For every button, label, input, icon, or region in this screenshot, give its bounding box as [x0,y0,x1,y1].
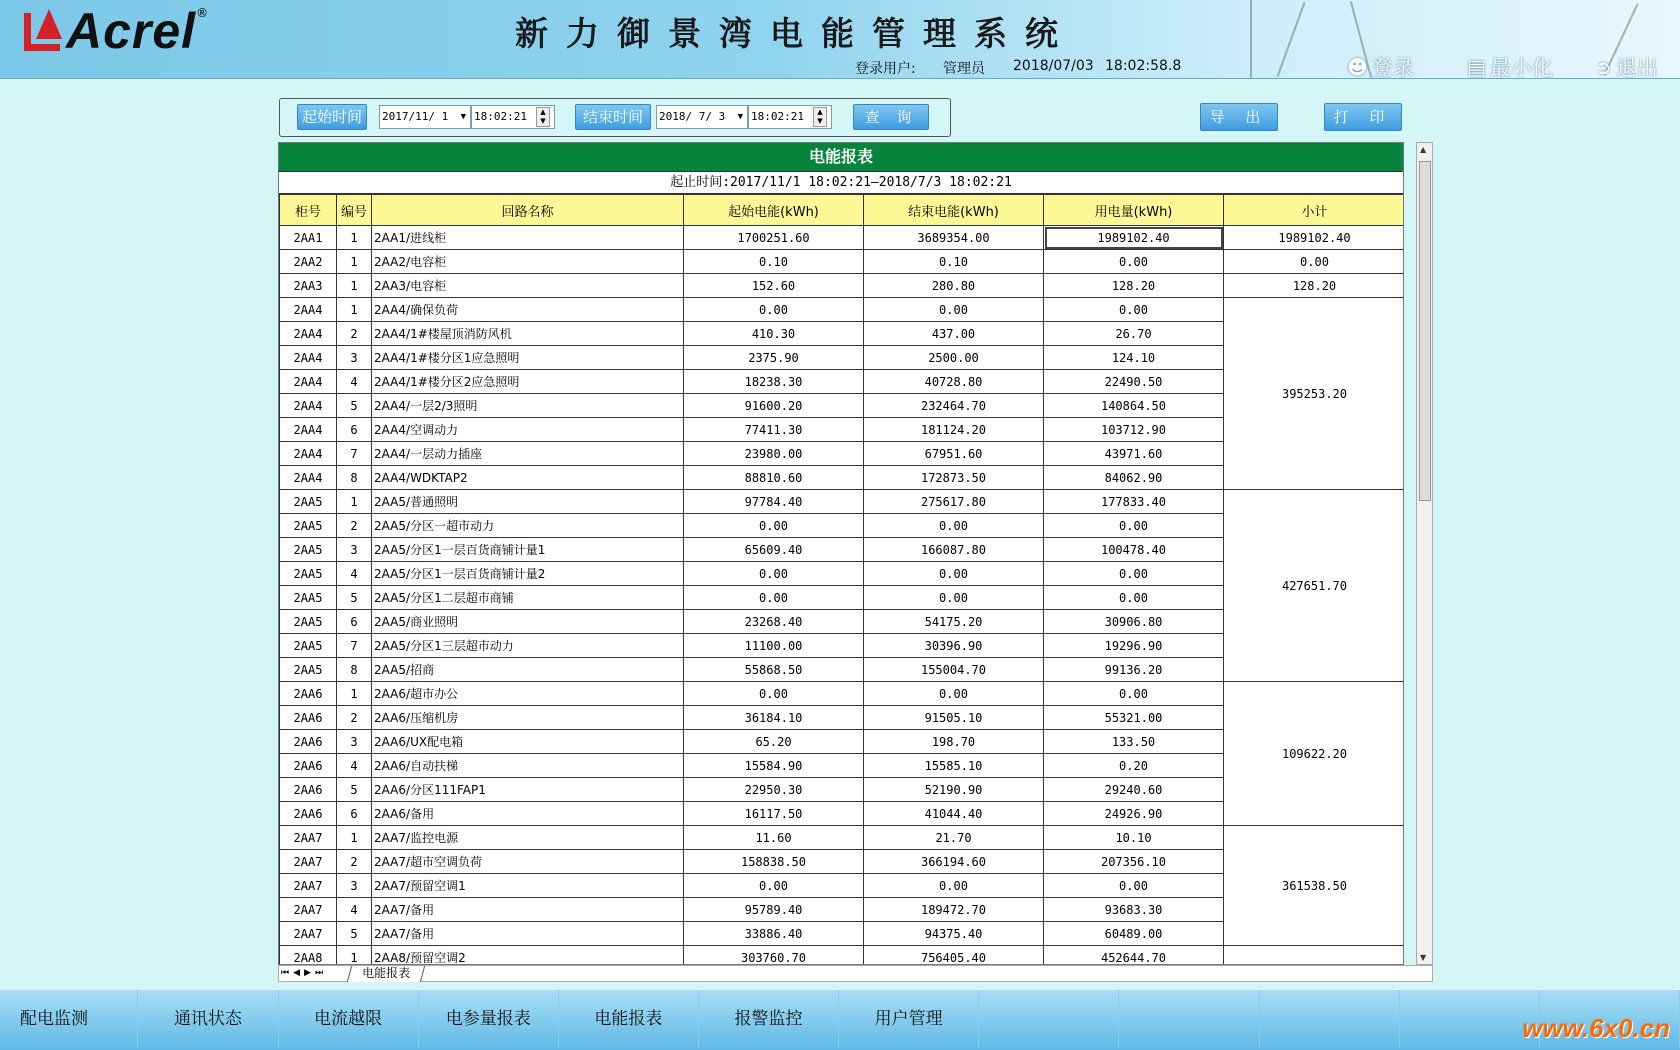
table-cell[interactable]: 7 [337,442,372,466]
nav-item[interactable]: 用户管理 [839,990,979,1048]
table-cell[interactable]: 3 [337,346,372,370]
table-cell[interactable]: 133.50 [1044,730,1224,754]
exit-icon: ➲ [1595,55,1612,79]
table-row[interactable] [280,826,1405,850]
table-cell[interactable]: 2AA8/预留空调2 [372,946,684,966]
nav-item[interactable]: 电参量报表 [419,990,559,1048]
table-cell[interactable]: 1 [337,250,372,274]
table-cell[interactable]: 22490.50 [1044,370,1224,394]
subtotal-cell[interactable]: 128.20 [1224,274,1405,298]
table-cell[interactable]: 84062.90 [1044,466,1224,490]
table-cell[interactable]: 67951.60 [864,442,1044,466]
table-cell[interactable]: 2AA4/1#楼分区2应急照明 [372,370,684,394]
table-cell[interactable]: 91600.20 [684,394,864,418]
table-cell[interactable]: 0.00 [864,514,1044,538]
table-cell[interactable]: 2AA5/商业照明 [372,610,684,634]
table-cell[interactable]: 55868.50 [684,658,864,682]
table-cell[interactable]: 8 [337,466,372,490]
table-cell[interactable]: 275617.80 [864,490,1044,514]
table-cell[interactable]: 0.00 [684,562,864,586]
table-cell[interactable]: 60489.00 [1044,922,1224,946]
sheet-tab-bar [278,965,1433,982]
column-header: 小计 [1224,195,1405,226]
table-cell[interactable]: 55321.00 [1044,706,1224,730]
table-cell[interactable]: 2AA1/进线柜 [372,226,684,250]
table-cell[interactable]: 3 [337,874,372,898]
table-cell[interactable]: 0.00 [864,298,1044,322]
scrollbar-thumb[interactable] [1419,161,1431,501]
table-cell[interactable]: 2AA1 [280,226,337,250]
nav-item [1400,990,1540,1048]
minimize-button[interactable] [1467,52,1553,79]
table-cell[interactable]: 5 [337,778,372,802]
table-row[interactable] [280,274,1405,298]
table-cell[interactable]: 2AA6/自动扶梯 [372,754,684,778]
table-cell[interactable]: 4 [337,898,372,922]
table-cell[interactable]: 1 [337,490,372,514]
table-cell[interactable]: 1700251.60 [684,226,864,250]
table-cell[interactable]: 2AA7 [280,922,337,946]
table-cell[interactable]: 2AA5 [280,514,337,538]
table-cell[interactable]: 2AA7/超市空调负荷 [372,850,684,874]
table-cell[interactable]: 2AA6 [280,778,337,802]
subtotal-cell[interactable] [1224,946,1405,966]
nav-item[interactable]: 电能报表 [559,990,699,1048]
table-cell[interactable]: 6 [337,418,372,442]
table-cell[interactable]: 23980.00 [684,442,864,466]
table-cell[interactable]: 2AA5/普通照明 [372,490,684,514]
table-cell[interactable]: 6 [337,610,372,634]
bottom-navigation [0,990,1680,1050]
table-cell[interactable]: 2AA6 [280,706,337,730]
table-cell[interactable]: 26.70 [1044,322,1224,346]
user-icon: ☻ [1347,55,1368,79]
table-cell[interactable]: 88810.60 [684,466,864,490]
table-cell[interactable]: 2AA5 [280,538,337,562]
table-row[interactable] [280,946,1405,966]
query-toolbar [279,98,951,137]
table-cell[interactable]: 0.00 [1044,586,1224,610]
table-cell[interactable]: 2AA7 [280,850,337,874]
table-cell[interactable]: 77411.30 [684,418,864,442]
table-cell[interactable]: 1 [337,274,372,298]
table-cell[interactable]: 41044.40 [864,802,1044,826]
table-cell[interactable]: 4 [337,754,372,778]
table-cell[interactable]: 2AA6/超市办公 [372,682,684,706]
user-label: 登录用户: [855,61,916,77]
scroll-up-icon[interactable]: ▲ [1420,145,1427,154]
table-cell[interactable]: 40728.80 [864,370,1044,394]
sheet-tab-label: 电能报表 [362,966,411,980]
table-cell[interactable]: 2AA4/一层2/3照明 [372,394,684,418]
user-info-bar [855,58,1181,78]
table-cell[interactable]: 7 [337,634,372,658]
query-button[interactable]: 查 询 [853,104,929,130]
table-cell[interactable]: 2AA5 [280,586,337,610]
logo-registered-mark: ® [196,6,209,20]
login-button[interactable] [1347,52,1414,79]
table-cell[interactable]: 0.00 [864,586,1044,610]
column-header: 用电量(kWh) [1044,195,1224,226]
table-cell[interactable]: 2AA6 [280,682,337,706]
table-cell[interactable]: 0.00 [864,874,1044,898]
table-cell[interactable]: 30906.80 [1044,610,1224,634]
table-cell[interactable]: 0.00 [684,682,864,706]
table-cell[interactable]: 4 [337,562,372,586]
subtotal-cell[interactable]: 0.00 [1224,250,1405,274]
table-cell[interactable]: 0.00 [864,562,1044,586]
energy-report [278,142,1404,965]
table-cell[interactable]: 2AA4/空调动力 [372,418,684,442]
table-cell[interactable]: 0.00 [684,586,864,610]
table-cell[interactable]: 5 [337,394,372,418]
table-cell[interactable]: 198.70 [864,730,1044,754]
table-cell[interactable]: 2AA5/分区1三层超市动力 [372,634,684,658]
current-date: 2018/07/03 [1013,58,1094,74]
table-cell[interactable]: 2AA5 [280,562,337,586]
table-cell[interactable]: 43971.60 [1044,442,1224,466]
table-cell[interactable]: 4 [337,370,372,394]
start-date-value: 2017/11/ 1 [382,110,449,123]
minimize-icon: ▤ [1467,55,1486,79]
table-cell[interactable]: 103712.90 [1044,418,1224,442]
table-cell[interactable]: 19296.90 [1044,634,1224,658]
table-cell[interactable]: 15584.90 [684,754,864,778]
acrel-logo-mark [24,9,62,53]
table-cell[interactable]: 10.10 [1044,826,1224,850]
table-cell[interactable]: 2AA6 [280,754,337,778]
table-cell[interactable]: 65609.40 [684,538,864,562]
tower-decoration [1250,0,1252,79]
table-cell[interactable]: 2AA5/分区1一层百货商铺计量2 [372,562,684,586]
table-cell[interactable]: 280.80 [864,274,1044,298]
table-cell[interactable]: 2AA7/备用 [372,898,684,922]
start-time-spinner[interactable]: ▲ ▼ [536,107,550,127]
table-cell[interactable]: 0.00 [684,514,864,538]
table-cell[interactable]: 2AA7/预留空调1 [372,874,684,898]
start-time-label: 起始时间 [297,104,367,130]
nav-item[interactable]: 电流越限 [279,990,419,1048]
table-cell[interactable]: 437.00 [864,322,1044,346]
table-cell[interactable]: 172873.50 [864,466,1044,490]
table-cell[interactable]: 2AA3/电容柜 [372,274,684,298]
table-cell[interactable]: 2 [337,514,372,538]
table-cell[interactable]: 2AA7 [280,874,337,898]
column-header: 结束电能(kWh) [864,195,1044,226]
table-cell[interactable]: 11100.00 [684,634,864,658]
table-cell[interactable]: 6 [337,802,372,826]
table-row[interactable] [280,226,1405,250]
table-cell[interactable]: 158838.50 [684,850,864,874]
table-cell[interactable]: 2AA4 [280,418,337,442]
table-cell[interactable]: 2AA8 [280,946,337,966]
table-cell[interactable]: 1 [337,682,372,706]
table-cell[interactable]: 3 [337,730,372,754]
dropdown-arrow-icon[interactable]: ▼ [460,112,466,122]
table-cell[interactable]: 93683.30 [1044,898,1224,922]
table-cell[interactable]: 0.00 [1044,562,1224,586]
table-cell[interactable]: 65.20 [684,730,864,754]
table-cell[interactable]: 95789.40 [684,898,864,922]
report-table [279,194,1404,965]
login-label: 登录 [1371,56,1414,79]
table-cell[interactable]: 2 [337,322,372,346]
table-cell[interactable]: 166087.80 [864,538,1044,562]
table-cell[interactable]: 23268.40 [684,610,864,634]
table-cell[interactable]: 155004.70 [864,658,1044,682]
vertical-scrollbar[interactable] [1416,142,1433,965]
table-cell[interactable]: 24926.90 [1044,802,1224,826]
table-row[interactable] [280,250,1405,274]
table-cell[interactable]: 2AA5/分区1一层百货商铺计量1 [372,538,684,562]
nav-item[interactable]: 报警监控 [699,990,839,1048]
table-cell[interactable]: 124.10 [1044,346,1224,370]
table-cell[interactable]: 97784.40 [684,490,864,514]
table-cell[interactable]: 0.20 [1044,754,1224,778]
nav-item [979,990,1119,1048]
column-header: 编号 [337,195,372,226]
export-button[interactable]: 导 出 [1200,103,1278,131]
table-cell[interactable]: 16117.50 [684,802,864,826]
table-cell[interactable]: 0.10 [864,250,1044,274]
table-cell[interactable]: 2AA4/1#楼分区1应急照明 [372,346,684,370]
table-cell[interactable]: 2500.00 [864,346,1044,370]
table-cell[interactable]: 2AA5 [280,490,337,514]
table-cell[interactable]: 2 [337,706,372,730]
table-row[interactable] [280,682,1405,706]
table-cell[interactable]: 2AA7 [280,898,337,922]
subtotal-cell[interactable]: 1989102.40 [1224,226,1405,250]
table-cell[interactable]: 1989102.40 [1044,226,1224,250]
print-button[interactable]: 打 印 [1324,103,1402,131]
table-cell[interactable]: 2AA2 [280,250,337,274]
table-cell[interactable]: 366194.60 [864,850,1044,874]
table-cell[interactable]: 0.00 [684,874,864,898]
table-cell[interactable]: 410.30 [684,322,864,346]
table-header-row [280,195,1405,226]
table-cell[interactable]: 2AA4 [280,298,337,322]
table-cell[interactable]: 11.60 [684,826,864,850]
table-cell[interactable]: 1 [337,226,372,250]
start-time-value: 18:02:21 [474,110,527,123]
start-date-picker[interactable] [379,105,471,129]
table-cell[interactable]: 0.00 [1044,250,1224,274]
table-cell[interactable]: 2AA6/分区111FAP1 [372,778,684,802]
table-cell[interactable]: 21.70 [864,826,1044,850]
tower-decoration [1277,2,1306,77]
table-cell[interactable]: 189472.70 [864,898,1044,922]
table-cell[interactable]: 5 [337,922,372,946]
table-cell[interactable]: 2AA7/备用 [372,922,684,946]
acrel-logo [24,3,209,59]
table-cell[interactable]: 29240.60 [1044,778,1224,802]
table-cell[interactable]: 2AA5/招商 [372,658,684,682]
end-date-picker[interactable] [656,105,748,129]
watermark: www.6x0.cn [1522,1013,1670,1043]
table-cell[interactable]: 2AA4 [280,322,337,346]
table-cell[interactable]: 94375.40 [864,922,1044,946]
table-cell[interactable]: 52190.90 [864,778,1044,802]
subtotal-cell[interactable]: 109622.20 [1224,682,1405,826]
app-header [0,0,1680,79]
table-cell[interactable]: 91505.10 [864,706,1044,730]
end-time-spinner[interactable]: ▲ ▼ [813,107,827,127]
table-cell[interactable]: 0.10 [684,250,864,274]
exit-label: 退出 [1615,56,1658,79]
current-time: 18:02:58.8 [1105,58,1182,74]
table-cell[interactable]: 3 [337,538,372,562]
table-cell[interactable]: 30396.90 [864,634,1044,658]
sheet-tab[interactable] [347,966,425,982]
end-time-value: 18:02:21 [751,110,804,123]
table-cell[interactable]: 2AA4 [280,370,337,394]
table-cell[interactable]: 2AA4/1#楼屋顶消防风机 [372,322,684,346]
subtotal-cell[interactable]: 395253.20 [1224,298,1405,490]
report-title: 电能报表 [279,143,1403,172]
table-cell[interactable]: 0.00 [864,682,1044,706]
table-cell[interactable]: 2AA5/分区一超市动力 [372,514,684,538]
logo-text: Acrel [66,3,197,59]
table-cell[interactable]: 2AA5/分区1二层超市商铺 [372,586,684,610]
table-cell[interactable]: 2AA6/UX配电箱 [372,730,684,754]
table-cell[interactable]: 2AA4/一层动力插座 [372,442,684,466]
exit-button[interactable] [1595,52,1658,79]
table-cell[interactable]: 0.00 [1044,682,1224,706]
table-cell[interactable]: 5 [337,586,372,610]
table-cell[interactable]: 2AA4 [280,466,337,490]
table-cell[interactable]: 2AA4 [280,346,337,370]
table-cell[interactable]: 2AA7 [280,826,337,850]
table-cell[interactable]: 0.00 [1044,514,1224,538]
table-cell[interactable]: 33886.40 [684,922,864,946]
table-cell[interactable]: 2AA5 [280,610,337,634]
table-cell[interactable]: 2AA4 [280,442,337,466]
table-row[interactable] [280,298,1405,322]
table-cell[interactable]: 1 [337,946,372,966]
table-cell[interactable]: 18238.30 [684,370,864,394]
table-cell[interactable]: 140864.50 [1044,394,1224,418]
table-cell[interactable]: 452644.70 [1044,946,1224,966]
report-time-range: 起止时间:2017/11/1 18:02:21—2018/7/3 18:02:21 [279,172,1403,194]
table-cell[interactable]: 0.00 [1044,298,1224,322]
nav-item[interactable]: 配电监测 [0,990,138,1048]
table-cell[interactable]: 152.60 [684,274,864,298]
table-cell[interactable]: 8 [337,658,372,682]
table-cell[interactable]: 0.00 [1044,874,1224,898]
table-cell[interactable]: 1 [337,298,372,322]
table-cell[interactable]: 303760.70 [684,946,864,966]
column-header: 起始电能(kWh) [684,195,864,226]
table-cell[interactable]: 128.20 [1044,274,1224,298]
dropdown-arrow-icon[interactable]: ▼ [737,112,743,122]
minimize-label: 最小化 [1489,56,1553,79]
table-cell[interactable]: 2AA6/备用 [372,802,684,826]
table-cell[interactable]: 2AA4/WDKTAP2 [372,466,684,490]
table-cell[interactable]: 2AA3 [280,274,337,298]
nav-item[interactable]: 通讯状态 [138,990,278,1048]
table-cell[interactable]: 0.00 [684,298,864,322]
table-cell[interactable]: 181124.20 [864,418,1044,442]
end-time-label: 结束时间 [575,104,651,130]
system-title: 新力御景湾电能管理系统 [515,14,1076,53]
table-cell[interactable]: 3689354.00 [864,226,1044,250]
table-cell[interactable]: 207356.10 [1044,850,1224,874]
table-cell[interactable]: 2AA7/监控电源 [372,826,684,850]
table-cell[interactable]: 100478.40 [1044,538,1224,562]
subtotal-cell[interactable]: 361538.50 [1224,826,1405,946]
table-cell[interactable]: 15585.10 [864,754,1044,778]
table-cell[interactable]: 1 [337,826,372,850]
table-row[interactable] [280,490,1405,514]
scroll-down-icon[interactable]: ▼ [1420,953,1427,962]
user-name: 管理员 [943,61,985,77]
table-cell[interactable]: 177833.40 [1044,490,1224,514]
table-cell[interactable]: 54175.20 [864,610,1044,634]
table-cell[interactable]: 22950.30 [684,778,864,802]
nav-item [1260,990,1400,1048]
subtotal-cell[interactable]: 427651.70 [1224,490,1405,682]
table-cell[interactable]: 2AA6 [280,802,337,826]
table-cell[interactable]: 99136.20 [1044,658,1224,682]
nav-item [1119,990,1259,1048]
column-header: 回路名称 [372,195,684,226]
table-cell[interactable]: 2AA4/确保负荷 [372,298,684,322]
table-cell[interactable]: 36184.10 [684,706,864,730]
table-cell[interactable]: 232464.70 [864,394,1044,418]
end-date-value: 2018/ 7/ 3 [659,110,726,123]
table-cell[interactable]: 2AA5 [280,634,337,658]
table-cell[interactable]: 2AA6/压缩机房 [372,706,684,730]
table-cell[interactable]: 2 [337,850,372,874]
table-cell[interactable]: 2375.90 [684,346,864,370]
table-cell[interactable]: 2AA4 [280,394,337,418]
table-cell[interactable]: 2AA5 [280,658,337,682]
column-header: 柜号 [280,195,337,226]
table-cell[interactable]: 2AA2/电容柜 [372,250,684,274]
table-cell[interactable]: 2AA6 [280,730,337,754]
sheet-nav-icons[interactable]: ⏮◀▶⏭ [281,968,328,978]
table-cell[interactable]: 756405.40 [864,946,1044,966]
